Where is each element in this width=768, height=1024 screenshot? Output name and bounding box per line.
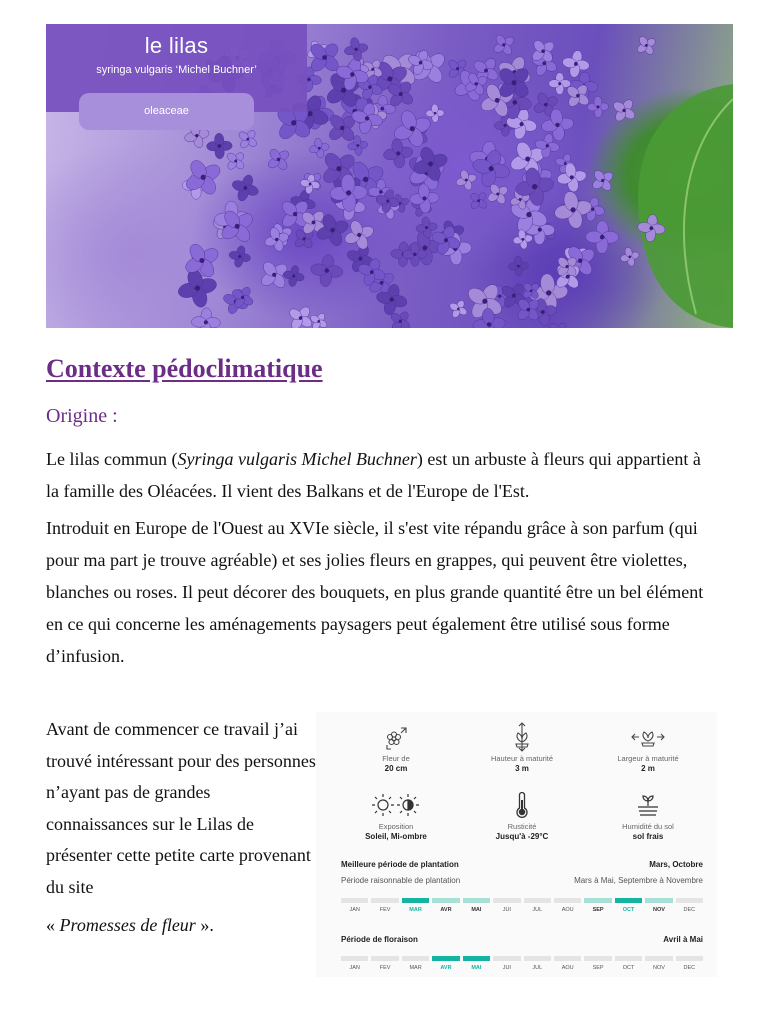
month-label: MAR [409,965,422,971]
month-bar [402,898,429,903]
flowering-month-jui [493,956,520,971]
planting-month-sep [584,898,611,913]
flowering-month-mai [463,956,490,971]
stat-value: sol frais [632,832,664,841]
month-label: JUL [532,965,543,971]
month-label: AVR [440,907,452,913]
stat-exposure [336,790,456,841]
soil-humidity-icon [588,790,708,820]
month-label: NOV [652,907,665,913]
planting-calendar [341,898,703,913]
flowering-calendar [341,956,703,971]
month-bar [463,898,490,903]
month-label: FEV [379,965,391,971]
flowering-month-oct [615,956,642,971]
family-badge: oleaceae [79,93,254,130]
flowering-value: Avril à Mai [663,935,703,944]
month-bar [645,956,672,961]
paragraph-text: Le lilas commun ( [46,449,178,469]
month-bar [432,956,459,961]
side-paragraph [46,714,316,942]
best-planting-row [341,860,703,869]
month-bar [341,898,368,903]
thermometer-icon [462,790,582,820]
latin-name: syringa vulgaris ‘Michel Buchner’ [96,64,257,76]
month-bar [615,956,642,961]
height-icon [462,722,582,752]
flowering-label: Période de floraison [341,935,418,944]
stat-label: Fleur de [382,754,410,763]
sun-icon [336,790,456,820]
stat-value: 2 m [641,764,655,773]
month-bar [371,898,398,903]
planting-month-oct [615,898,642,913]
month-label: DEC [683,965,696,971]
month-label: NOV [652,965,665,971]
planting-month-mai [463,898,490,913]
flowering-month-aou [554,956,581,971]
month-bar [371,956,398,961]
hero-image [46,24,733,328]
stat-value: 20 cm [384,764,408,773]
flowering-month-nov [645,956,672,971]
flowering-row [341,935,703,944]
stat-label: Rusticité [507,822,537,831]
planting-month-nov [645,898,672,913]
month-bar [676,956,703,961]
month-bar [584,898,611,903]
stat-label: Largeur à maturité [617,754,679,763]
stat-label: Hauteur à maturité [490,754,554,763]
planting-month-dec [676,898,703,913]
ok-planting-value: Mars à Mai, Septembre à Novembre [574,876,703,885]
ok-planting-label: Période raisonnable de plantation [341,876,461,885]
flower-size-icon [336,722,456,752]
month-label: JAN [349,907,360,913]
flowering-month-mar [402,956,429,971]
month-bar [463,956,490,961]
month-label: SEP [592,907,604,913]
month-bar [493,956,520,961]
month-label: MAI [471,907,482,913]
month-label: MAR [409,907,422,913]
stat-value: 3 m [515,764,529,773]
month-label: JUI [502,907,511,913]
month-label: DEC [683,907,696,913]
paragraph-text: ) est un arbuste à fleurs qui appartient à la famille des Oléacées. Il vient des Balkans et de l'Europe de l'Est. [46,449,701,501]
flowering-month-dec [676,956,703,971]
plant-info-card [316,712,717,977]
month-bar [584,956,611,961]
ok-planting-row [341,876,703,885]
flowering-month-jan [341,956,368,971]
quote-mark: ». [195,915,214,935]
planting-month-jul [524,898,551,913]
stat-width [588,722,708,773]
flowering-month-jul [524,956,551,971]
month-bar [615,898,642,903]
month-label: JUL [532,907,543,913]
month-bar [554,898,581,903]
flowering-month-fev [371,956,398,971]
stat-value: Jusqu'à -29°C [495,832,549,841]
month-bar [524,898,551,903]
month-label: SEP [592,965,604,971]
month-label: JAN [349,965,360,971]
stat-soil-humidity [588,790,708,841]
month-label: OCT [622,907,635,913]
planting-month-jan [341,898,368,913]
planting-month-jui [493,898,520,913]
planting-month-mar [402,898,429,913]
source-quote [46,910,316,942]
stat-flower-size [336,722,456,773]
month-bar [676,898,703,903]
month-bar [432,898,459,903]
month-bar [645,898,672,903]
side-text: Avant de commencer ce travail j’ai trouvé intéressant pour des personnes n’ayant pas de grandes connaissances sur le Lilas de présenter cette petite carte provenant du site [46,719,316,897]
planting-month-fev [371,898,398,913]
origin-subheading: Origine : [46,405,118,427]
stat-hardiness [462,790,582,841]
paragraph-origin [46,443,706,507]
month-bar [554,956,581,961]
month-label: FEV [379,907,391,913]
paragraph-history: Introduit en Europe de l'Ouest au XVIe siècle, il s'est vite répandu grâce à son parfum (qui pour ma part je trouve agréable) et ses jolies fleurs en grappes, qui peuvent être violettes, blanches ou roses. Il peut décorer des bouquets, en plus grande quantité être un bel élément en ce qui concerne les aménagements paysagers peut également être utilisé sous forme d’infusion. [46,518,704,666]
section-heading: Contexte pédoclimatique [46,354,323,383]
latin-name-italic: Syringa vulgaris Michel Buchner [177,449,417,469]
width-icon [588,722,708,752]
planting-month-avr [432,898,459,913]
month-bar [341,956,368,961]
month-label: AOU [561,965,574,971]
month-label: MAI [471,965,482,971]
flowering-month-avr [432,956,459,971]
stat-value: Soleil, Mi-ombre [365,832,427,841]
quote-mark: « [46,915,60,935]
month-label: AOU [561,907,574,913]
month-label: OCT [622,965,635,971]
planting-month-aou [554,898,581,913]
stat-height [462,722,582,773]
stat-label: Humidité du sol [622,822,674,831]
month-bar [402,956,429,961]
month-label: JUI [502,965,511,971]
source-name: Promesses de fleur [59,915,196,935]
flowering-month-sep [584,956,611,971]
month-bar [524,956,551,961]
stat-label: Exposition [378,822,414,831]
plant-title: le lilas [144,33,209,58]
best-planting-label: Meilleure période de plantation [341,860,459,869]
month-label: AVR [440,965,452,971]
best-planting-value: Mars, Octobre [649,860,703,869]
month-bar [493,898,520,903]
